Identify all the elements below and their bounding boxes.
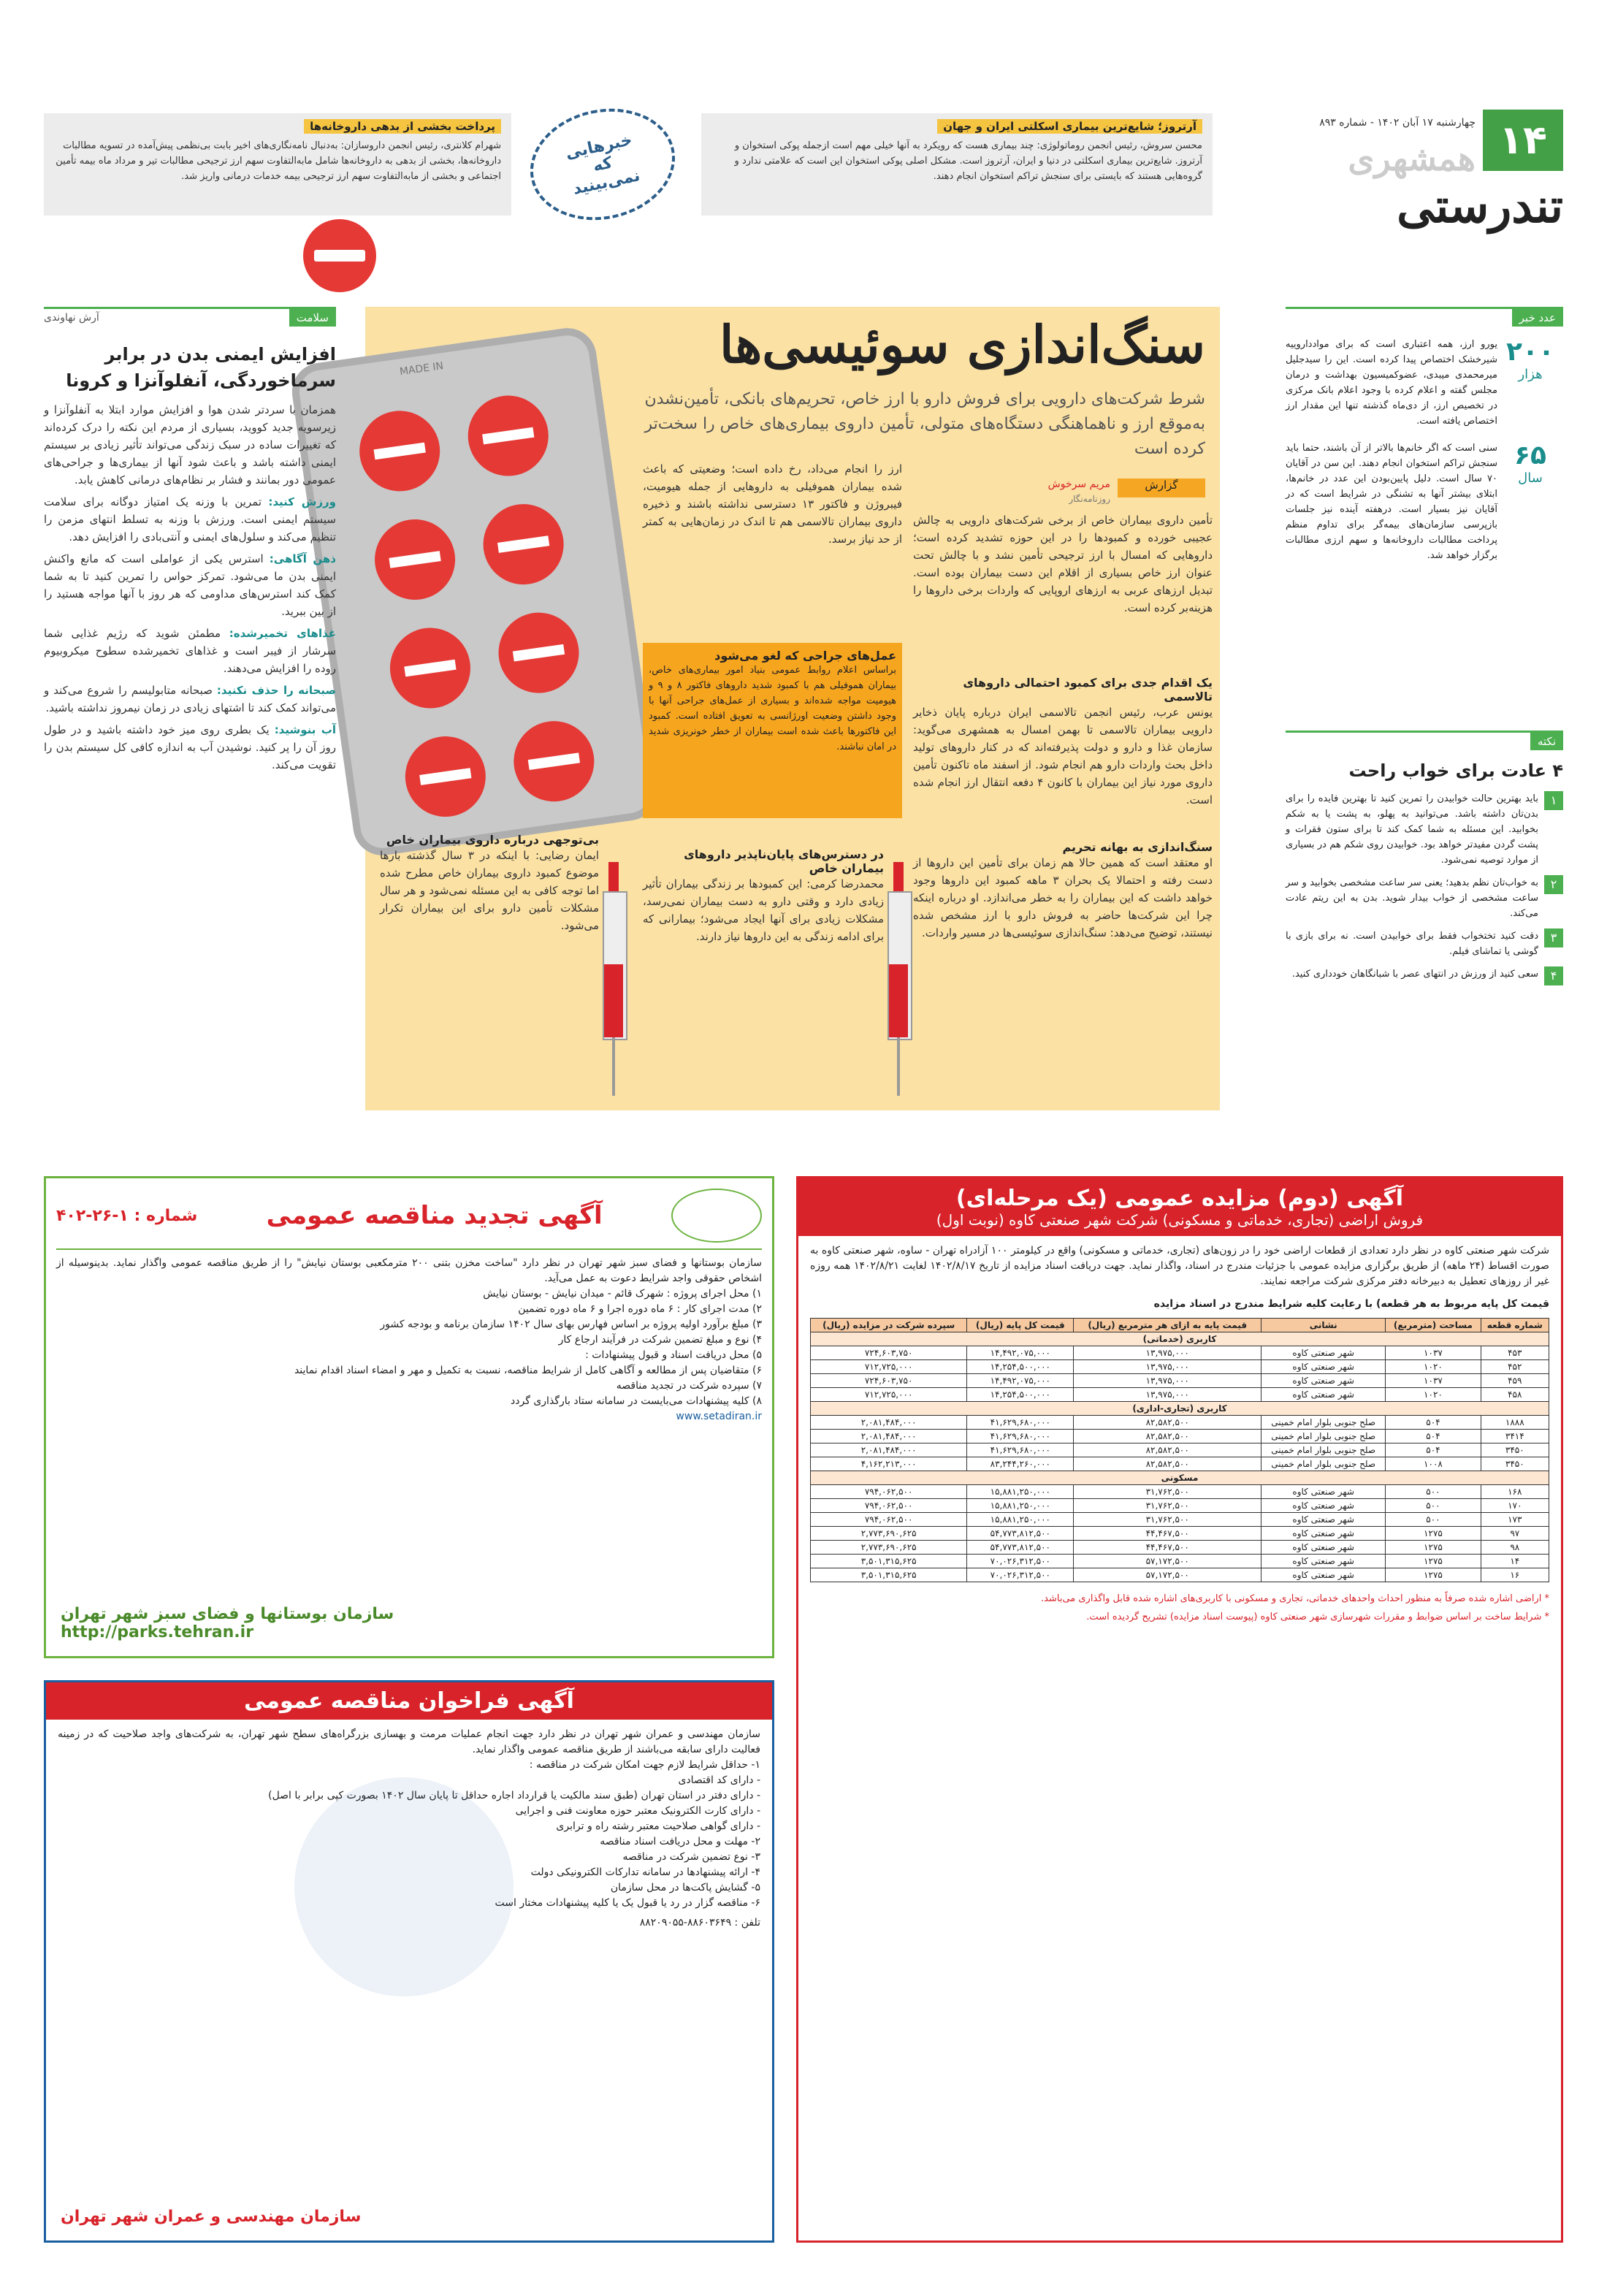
top-news-1-body: محسن سروش، رئیس انجمن روماتولوژی: چند بیماری هست که رویکرد به آنها خیلی مهم است ازجمله پوکی استخوان و آرتروز. شایع‌ترین بیماری اسکلتی در دنیا و ایران، آرتروز است. مشکل اصلی پوکی استخوان این است که علامتی ندارد و گروه‌هایی هستند که بایستی برای سنجش تراکم استخوان انجام دهند. — [734, 140, 1202, 182]
table-cell: شهر صنعتی کاوه — [1261, 1485, 1386, 1499]
table-cell: ۷۱۲,۷۲۵,۰۰۰ — [811, 1388, 967, 1402]
tender2-item: ۱- حداقل شرایط لازم جهت امکان شرکت در مناقصه : — [529, 1759, 760, 1771]
tender2-item: ۵- گشایش پاکت‌ها در محل سازمان — [610, 1882, 760, 1893]
table-cell: ۱۳,۹۷۵,۰۰۰ — [1074, 1346, 1261, 1360]
pill-label: MADE IN — [399, 360, 445, 378]
tender1-title: آگهی تجدید مناقصه عمومی — [266, 1201, 603, 1230]
table-cell: صلح جنوبی بلوار امام خمینی — [1261, 1430, 1386, 1443]
syringe-icon — [595, 862, 632, 1096]
left-article-item — [44, 550, 336, 620]
col-header: شماره قطعه — [1481, 1319, 1549, 1332]
auction-note3: * شرایط ساخت بر اساس ضوابط و مقررات شهرسازی شهر صنعتی کاوه (پیوست اسناد مزایده) تشریح گردیده است. — [1086, 1612, 1549, 1622]
section-title: در دسترس‌های پایان‌ناپذیر داروهای بیماران خاص — [684, 847, 884, 875]
table-cell: ۳۴۵۰ — [1481, 1443, 1549, 1457]
table-cell: ۵۴,۷۷۳,۸۱۲,۵۰۰ — [967, 1541, 1074, 1555]
tips — [1286, 731, 1563, 993]
table-cell: ۵۰۴ — [1386, 1443, 1481, 1457]
col-header: سپرده شرکت در مزایده (ریال) — [811, 1319, 967, 1332]
auction-table-wrap — [798, 1312, 1561, 1588]
table-cell: ۷۱۲,۷۲۵,۰۰۰ — [811, 1360, 967, 1374]
article-col-top-left: ارز را انجام می‌داد، رخ داده است؛ وضعیتی که باعث شده بیماران هموفیلی به داروهایی از جمله هیومیت، فیبروژن و فاکتور ۱۳ دسترسی نداشته باشند و ذخیره داروی بیماران تالاسمی هم تا اندک در زمان‌هایی به کمتر از حد نیاز برسد. — [643, 462, 902, 546]
tender2-item: ۳- نوع تضمین شرکت در مناقصه — [622, 1851, 760, 1863]
top-news-2-body: شهرام کلانتری، رئیس انجمن داروسازان: به‌دنبال نامه‌نگاری‌های اخیر بابت بی‌نظمی پیش‌آمده در تسویه مطالبات داروخانه‌ها، بخشی از بدهی به داروخانه‌ها شامل مابه‌التفاوت سهم ارز ترجیحی مطالبات تیر و مرداد ماه بیمه تأمین اجتماعی و بخشی از مابه‌التفاوت سهم ارز ترجیحی بیمه خدمات درمانی واریز شد. — [56, 140, 501, 182]
table-cell: ۴,۱۶۲,۲۱۳,۰۰۰ — [811, 1457, 967, 1471]
surgery-box — [643, 643, 902, 818]
table-cell: ۱۲۷۵ — [1386, 1568, 1481, 1582]
table-cell: شهر صنعتی کاوه — [1261, 1541, 1386, 1555]
col-header: نشانی — [1261, 1319, 1386, 1332]
tender2-item: ۴- ارائه پیشنهادها در سامانه تدارکات الکترونیکی دولت — [530, 1866, 760, 1878]
sidebar-label: عدد خبر — [1512, 309, 1563, 327]
table-cell: ۱۴,۲۵۴,۵۰۰,۰۰۰ — [967, 1388, 1074, 1402]
table-cell: ۱۷۰ — [1481, 1499, 1549, 1513]
col-header: قیمت کل پایه (ریال) — [967, 1319, 1074, 1332]
table-row — [811, 1443, 1549, 1457]
sidebar-unit: هزار — [1518, 367, 1543, 382]
table-cell: ۲,۷۷۳,۶۹۰,۶۲۵ — [811, 1541, 967, 1555]
table-cell: ۳,۵۰۱,۳۱۵,۶۲۵ — [811, 1555, 967, 1568]
tender2-item: ۲- مهلت و محل دریافت اسناد مناقصه — [600, 1836, 760, 1847]
tender2-item: - دارای کارت الکترونیک معتبر حوزه معاونت فنی و اجرایی — [515, 1805, 760, 1817]
table-group-row — [811, 1332, 1549, 1346]
red-pill-icon — [385, 622, 476, 713]
section-title: تندرستی — [1397, 179, 1563, 234]
table-group-name: مسکونی — [811, 1471, 1549, 1485]
left-item-head: ذهن آگاهی: — [269, 552, 336, 565]
table-cell: ۱۵,۸۸۱,۲۵۰,۰۰۰ — [967, 1513, 1074, 1527]
table-group-row — [811, 1402, 1549, 1416]
table-cell: ۱۸۸۸ — [1481, 1416, 1549, 1430]
tender2-body: سازمان مهندسی و عمران شهر تهران در نظر دارد جهت انجام عملیات مرمت و بهسازی بزرگراه‌های سطح شهر تهران، به شرکت‌های واجد صلاحیت که در زمینه فعالیت دارای سابقه می‌باشند از طریق مناقصه عمومی واگذار نماید. — [58, 1728, 760, 1755]
left-item-head: غذاهای تخمیرشده: — [229, 627, 336, 640]
tip-number: ۲ — [1544, 875, 1563, 894]
tender2-footer-org: سازمان مهندسی و عمران شهر تهران — [61, 2208, 362, 2226]
stamp-text: خبرهایی که نمی‌بینید — [563, 130, 642, 199]
stamp — [520, 96, 686, 233]
left-item-text: تمرین با وزنه یک امتیاز دوگانه برای سلامت سیستم ایمنی است. ورزش با وزنه به تسلط انتهای مزمن را تنظیم می‌کند و سلول‌های ایمنی و آنتی‌بادی را افزایش دهد. — [44, 495, 336, 544]
table-cell: صلح جنوبی بلوار امام خمینی — [1261, 1443, 1386, 1457]
tender1-body: سازمان بوستانها و فضای سبز شهر تهران در نظر دارد "ساخت مخزن بتنی ۲۰۰ مترمکعبی بوستان نیایش" را از طریق مناقصه عمومی واگذار نماید. بدینوسیله از اشخاص حقوقی واجد شرایط دعوت به عمل می‌آید. — [56, 1257, 762, 1284]
table-cell: ۹۷ — [1481, 1527, 1549, 1541]
table-cell: شهر صنعتی کاوه — [1261, 1374, 1386, 1388]
table-cell: ۷۰,۰۲۶,۳۱۲,۵۰۰ — [967, 1555, 1074, 1568]
red-pill-icon — [400, 731, 491, 822]
table-cell: ۱۶۸ — [1481, 1485, 1549, 1499]
table-cell: ۱۵,۸۸۱,۲۵۰,۰۰۰ — [967, 1485, 1074, 1499]
parks-logo-icon — [671, 1189, 762, 1243]
table-cell: ۳۴۵۰ — [1481, 1457, 1549, 1471]
table-cell: شهر صنعتی کاوه — [1261, 1360, 1386, 1374]
issue-date: چهارشنبه ۱۷ آبان ۱۴۰۲ - شماره ۸۹۳ — [1319, 117, 1476, 129]
tip-number: ۱ — [1544, 791, 1563, 810]
table-cell: ۲,۷۷۳,۶۹۰,۶۲۵ — [811, 1527, 967, 1541]
left-item-head: آب بنوشید: — [274, 723, 336, 736]
tip-item — [1286, 791, 1563, 868]
tip-number: ۴ — [1544, 966, 1563, 985]
table-cell: ۹۸ — [1481, 1541, 1549, 1555]
auction-note1: قیمت کل پایه مربوط به هر قطعه) با رعایت کلیه شرایط مندرج در اسناد مزایده — [1153, 1298, 1549, 1310]
table-row — [811, 1527, 1549, 1541]
table-cell: ۲,۰۸۱,۴۸۴,۰۰۰ — [811, 1443, 967, 1457]
table-cell: ۴۵۲ — [1481, 1360, 1549, 1374]
author-name: مریم سرخوش — [1047, 478, 1110, 490]
tip-item — [1286, 928, 1563, 959]
table-cell: شهر صنعتی کاوه — [1261, 1388, 1386, 1402]
sidebar-number: ۶۵ — [1514, 440, 1546, 470]
top-news-2 — [44, 113, 511, 216]
table-row — [811, 1374, 1549, 1388]
page-number: ۱۴ — [1483, 110, 1563, 171]
tender1-item: ۱) محل اجرای پروژه : شهرک قائم - میدان نیایش - بوستان نیایش — [483, 1288, 762, 1300]
table-row — [811, 1457, 1549, 1471]
top-news-1 — [701, 113, 1213, 216]
table-cell: ۲,۰۸۱,۴۸۴,۰۰۰ — [811, 1430, 967, 1443]
section-text: محمدرضا کرمی: این کمبودها بر زندگی بیماران تأثیر زیادی دارد و وقتی دارو به دست بیماران نمی‌رسد، مشکلات زیادی برای آنها ایجاد می‌شود؛ بیمارانی که برای ادامه زندگی به این داروها نیاز دارند. — [643, 877, 884, 943]
table-cell: شهر صنعتی کاوه — [1261, 1499, 1386, 1513]
table-cell: ۷۹۴,۰۶۲,۵۰۰ — [811, 1499, 967, 1513]
tips-title: ۴ عادت برای خواب راحت — [1348, 760, 1563, 781]
auction-body: شرکت شهر صنعتی کاوه در نظر دارد تعدادی از قطعات اراضی خود را در زون‌های (تجاری، خدماتی و مسکونی) واقع در کیلومتر ۱۰۰ آزادراه تهران - ساوه، شهر صنعتی کاوه به صورت اقساط (۲۴ ماهه) از طریق برگزاری مزایده عمومی با جزئیات مندرج در اسناد، واگذار نماید. جهت دریافت اسناد مزایده از تاریخ ۱۴۰۲/۸/۱۷ لغایت ۱۴۰۲/۸/۲۱ همه روزه غیر از روزهای تعطیل به دبیرخانه دفتر مرکزی شرکت مراجعه نمایند. — [810, 1245, 1550, 1287]
section-title: یک اقدام جدی برای کمبود احتمالی داروهای تالاسمی — [963, 676, 1213, 703]
sidebar-item — [1286, 440, 1563, 563]
syringe-icon — [880, 862, 917, 1096]
tender2-phone: تلفن : ۸۸۶۰۳۶۴۹-۸۸۲۰۹۰۵۵ — [639, 1917, 760, 1929]
table-cell: ۵۰۰ — [1386, 1485, 1481, 1499]
section-title: بی‌توجهی درباره داروی بیماران خاص — [386, 833, 599, 847]
table-cell: ۴۵۸ — [1481, 1388, 1549, 1402]
auction-ad — [796, 1176, 1563, 2243]
table-cell: ۷۲۴,۶۰۳,۷۵۰ — [811, 1346, 967, 1360]
auction-note2: * اراضی اشاره شده صرفاً به منظور احداث واحدهای خدماتی، تجاری و مسکونی با کاربری‌های اشاره شده قابل واگذاری می‌باشد. — [1041, 1593, 1549, 1604]
table-row — [811, 1360, 1549, 1374]
table-cell: ۳۱,۷۶۲,۵۰۰ — [1074, 1513, 1261, 1527]
tender2-item: - دارای گواهی صلاحیت معتبر رشته راه و ترابری — [556, 1820, 760, 1832]
sidebar-unit: سال — [1518, 470, 1543, 486]
table-row — [811, 1499, 1549, 1513]
table-cell: ۸۳,۲۴۴,۲۶۰,۰۰۰ — [967, 1457, 1074, 1471]
left-article — [44, 307, 336, 774]
left-article-item — [44, 625, 336, 677]
report-label: گزارش — [1118, 478, 1205, 497]
sidebar-number: ۲۰۰ — [1506, 337, 1554, 367]
table-cell: ۷۰,۰۲۶,۳۱۲,۵۰۰ — [967, 1568, 1074, 1582]
left-item-text: استرس یکی از عواملی است که مانع واکنش ایمنی بدن ما می‌شود. تمرکز حواس را تمرین کنید تا به شما کمک کند استرس‌های مداومی که هر روز با آنها مواجه هستید را از بین ببرید. — [44, 552, 336, 618]
table-cell: شهر صنعتی کاوه — [1261, 1346, 1386, 1360]
table-cell: ۸۲,۵۸۲,۵۰۰ — [1074, 1430, 1261, 1443]
section-text: او معتقد است که همین حالا هم زمان برای تأمین این داروها از دست رفته و احتمالا یک بحران ۳ ماهه کمبود این داروها وجود خواهد داشت که این بیماران را به خطر می‌اندازد. او درباره اینکه چرا این شرکت‌ها حاضر به فروش دارو با ارز مشخص شده نیستند، توضیح می‌دهد: سنگ‌اندازی سوئیسی‌ها در مسیر واردات. — [913, 856, 1213, 939]
main-title: سنگ‌اندازی سوئیسی‌ها — [719, 314, 1205, 375]
col-header: قیمت پایه به ازای هر مترمربع (ریال) — [1074, 1319, 1261, 1332]
table-cell: ۴۵۹ — [1481, 1374, 1549, 1388]
author-role: روزنامه‌نگار — [1069, 494, 1110, 504]
sidebar-item — [1286, 337, 1563, 429]
table-cell: ۵۷,۱۷۲,۵۰۰ — [1074, 1568, 1261, 1582]
red-pill-icon — [370, 514, 460, 605]
table-cell: صلح جنوبی بلوار امام خمینی — [1261, 1416, 1386, 1430]
section-text: یونس عرب، رئیس انجمن تالاسمی ایران درباره پایان ذخایر دارویی بیماران تالاسمی تا بهمن امسال به همشهری می‌گوید: سازمان غذا و دارو و دولت پذیرفته‌اند که در کنار داروهای تولید داخل بحث واردات دارو هم انجام شود. از اسفند ماه تاکنون تأمین داروی مورد نیاز این بیماران با کانون ۴ دفعه انتقال ارز انجام شده است. — [913, 706, 1213, 806]
table-cell: ۱۰۲۰ — [1386, 1388, 1481, 1402]
table-cell: ۳۱,۷۶۲,۵۰۰ — [1074, 1485, 1261, 1499]
left-article-label: سلامت — [289, 309, 336, 327]
watermark-logo-icon — [294, 1777, 514, 1996]
left-article-item — [44, 721, 336, 774]
table-cell: ۴۴,۴۶۷,۵۰۰ — [1074, 1527, 1261, 1541]
tender1-item: ۵) محل دریافت اسناد و قبول پیشنهادات : — [585, 1349, 762, 1361]
sidebar-text: سنی است که اگر خانم‌ها بالاتر از آن باشند، حتما باید سنجش تراکم استخوان انجام دهند. این سن در آقایان ۷۰ سال است. دلیل پایین‌بودن این عدد در خانم‌ها، ابتلای بیشتر آنها به تشنگی در شرایط است که در آقایان نیز بسیار است. درهفته آینده نیز جلسات بازپرسی سازمان‌های بیمه‌گر برای تداوم منظم پرداخت مطالبات داروخانه‌ها و سهم ارزی مطالبات برگزار خواهد شد. — [1286, 443, 1497, 561]
table-cell: صلح جنوبی بلوار امام خمینی — [1261, 1457, 1386, 1471]
left-article-title: افزایش ایمنی بدن در برابر سرماخوردگی، آنفلوآنزا و کرونا — [66, 344, 336, 391]
article-section — [913, 840, 1213, 942]
table-cell: ۱۰۳۷ — [1386, 1346, 1481, 1360]
sidebar-text: یورو ارز، همه اعتباری است که برای موادداروییه شیرخشک اختصاص پیدا کرده است. این را سیدجلیل میرمحمدی میبدی، عضوکمیسیون بهداشت و درمان مجلس گفته و اعلام کرده با وجود اعلام بانک مرکزی در تخصیص ارز، از دی‌ماه گذشته تنها این مقدار ارز اختصاص یافته است. — [1286, 339, 1497, 427]
table-cell: ۳۱,۷۶۲,۵۰۰ — [1074, 1499, 1261, 1513]
tender2-item: ۶- مناقصه گزار در رد یا قبول یک یا کلیه پیشنهادات مختار است — [495, 1897, 760, 1909]
surgery-box-title: عمل‌های جراحی که لغو می‌شود — [714, 649, 896, 663]
table-cell: ۱۵,۸۸۱,۲۵۰,۰۰۰ — [967, 1499, 1074, 1513]
table-cell: ۱۴ — [1481, 1555, 1549, 1568]
red-pill-icon — [508, 716, 599, 806]
tender1-footer-org: سازمان بوستانها و فضای سبز شهر تهران — [61, 1605, 394, 1623]
tender2-item: - دارای دفتر در استان تهران (طبق سند مالکیت یا قرارداد اجاره حداقل تا پایان سال ۱۴۰۲ بصورت کپی برابر با اصل) — [268, 1790, 760, 1801]
article-section — [380, 833, 599, 934]
tender1-website[interactable]: www.setadiran.ir — [676, 1411, 762, 1422]
tip-number: ۳ — [1544, 928, 1563, 947]
sidebar — [1286, 307, 1563, 563]
table-cell: ۸۲,۵۸۲,۵۰۰ — [1074, 1416, 1261, 1430]
table-row — [811, 1416, 1549, 1430]
article-section — [643, 847, 884, 945]
table-cell: ۱۰۳۷ — [1386, 1374, 1481, 1388]
table-cell: ۴۵۳ — [1481, 1346, 1549, 1360]
tip-text: دقت کنید تختخواب فقط برای خوابیدن است. نه برای بازی با گوشی یا تماشای فیلم. — [1286, 931, 1538, 957]
top-news-1-title: آرتروز؛ شایع‌ترین بیماری اسکلتی ایران و جهان — [937, 119, 1202, 134]
table-cell: شهر صنعتی کاوه — [1261, 1513, 1386, 1527]
tender1-item: ۸) کلیه پیشنهادات می‌بایست در سامانه ستاد بارگذاری گردد — [511, 1395, 762, 1407]
tender1-number: ۱-۲۶-۴۰۲ — [56, 1206, 129, 1225]
tip-item — [1286, 875, 1563, 921]
table-cell: ۱۳,۹۷۵,۰۰۰ — [1074, 1360, 1261, 1374]
tender2-ad — [44, 1680, 774, 2243]
table-cell: ۱۲۷۵ — [1386, 1527, 1481, 1541]
tender1-item: ۴) نوع و مبلغ تضمین شرکت در فرآیند ارجاع کار — [558, 1334, 762, 1346]
tip-item — [1286, 966, 1563, 985]
auction-subtitle: فروش اراضی (تجاری، خدماتی و مسکونی) شرکت شهر صنعتی کاوه (نوبت اول) — [936, 1211, 1424, 1229]
table-cell: ۱۰۰۸ — [1386, 1457, 1481, 1471]
left-item-head: صبحانه را حذف نکنید: — [216, 684, 336, 697]
table-group-name: کاربری (خدماتی) — [811, 1332, 1549, 1346]
table-row — [811, 1568, 1549, 1582]
table-row — [811, 1430, 1549, 1443]
tip-text: سعی کنید از ورزش در انتهای عصر با شبانگاهان خودداری کنید. — [1291, 969, 1538, 980]
left-item-text: مطمئن شوید که رژیم غذایی شما سرشار از فیبر است و غذاهای تخمیرشده سطوح میکروبیوم روده را افزایش می‌دهند. — [44, 627, 336, 675]
col-header: مساحت (مترمربع) — [1386, 1319, 1481, 1332]
table-cell: ۸۲,۵۸۲,۵۰۰ — [1074, 1457, 1261, 1471]
section-text: ایمان رضایی: با اینکه در ۳ سال گذشته بارها موضوع کمبود داروی بیماران خاص مطرح شده اما توجه کافی به این مسئله نمی‌شود و هر سال مشکلات تأمین دارو برای این بیماران تکرار می‌شود. — [380, 849, 599, 932]
table-row — [811, 1541, 1549, 1555]
table-cell: ۱۴,۴۹۲,۰۷۵,۰۰۰ — [967, 1374, 1074, 1388]
paper-logo: همشهری — [1348, 139, 1476, 178]
tender1-ad — [44, 1176, 774, 1658]
tender1-item: ۳) مبلغ برآورد اولیه پروژه بر اساس فهارس بهای سال ۱۴۰۲ سازمان برنامه و بودجه کشور — [380, 1319, 762, 1330]
left-item-text: صبحانه متابولیسم را شروع می‌کند و می‌تواند کمک کند تا اشتهای زیادی در زمان نیمروز نداشته باشید. — [44, 684, 336, 714]
table-cell: ۱۰۲۰ — [1386, 1360, 1481, 1374]
table-cell: ۷۲۴,۶۰۳,۷۵۰ — [811, 1374, 967, 1388]
table-cell: شهر صنعتی کاوه — [1261, 1555, 1386, 1568]
left-item-text: یک بطری روی میز خود داشته باشید و در طول روز آن را پر کنید. نوشیدن آب به اندازه کافی کل سیستم بدن را تقویت می‌کند. — [44, 723, 336, 771]
table-cell: ۱۶ — [1481, 1568, 1549, 1582]
tender2-item: - دارای کد اقتصادی — [678, 1774, 760, 1786]
tip-text: باید بهترین حالت خوابیدن را تمرین کنید تا بهترین فایده را برای بدن‌تان داشته باشد. می‌توانید به پهلو، به پشت یا به شکم بخوابید. این مسئله به شما کمک کند تا برای ستون فقرات و پشت گردن مفیدتر خواهد بود. خوابیدن روی شکم هم در بسیاری از موارد توصیه نمی‌شود. — [1286, 793, 1538, 866]
table-cell: ۱۷۳ — [1481, 1513, 1549, 1527]
table-cell: شهر صنعتی کاوه — [1261, 1527, 1386, 1541]
table-cell: ۱۴,۲۵۴,۵۰۰,۰۰۰ — [967, 1360, 1074, 1374]
table-cell: ۷۹۴,۰۶۲,۵۰۰ — [811, 1513, 967, 1527]
table-cell: ۱۴,۴۹۲,۰۷۵,۰۰۰ — [967, 1346, 1074, 1360]
table-cell: ۴۱,۶۲۹,۶۸۰,۰۰۰ — [967, 1443, 1074, 1457]
tender2-title: آگهی فراخوان مناقصه عمومی — [46, 1682, 772, 1720]
table-group-name: کاربری (تجاری-اداری) — [811, 1402, 1549, 1416]
tips-label: نکته — [1530, 733, 1563, 750]
auction-table — [810, 1318, 1549, 1582]
table-cell: ۳۴۱۴ — [1481, 1430, 1549, 1443]
left-article-item — [44, 493, 336, 546]
table-cell: ۵۰۴ — [1386, 1416, 1481, 1430]
red-pill-icon — [354, 405, 445, 496]
table-cell: ۴۱,۶۲۹,۶۸۰,۰۰۰ — [967, 1416, 1074, 1430]
red-pill-icon — [463, 390, 554, 481]
table-cell: ۴۴,۴۶۷,۵۰۰ — [1074, 1541, 1261, 1555]
table-row — [811, 1555, 1549, 1568]
table-cell: ۱۳,۹۷۵,۰۰۰ — [1074, 1388, 1261, 1402]
tender1-url[interactable]: http://parks.tehran.ir — [61, 1623, 254, 1641]
article-section — [913, 676, 1213, 809]
section-title: سنگ‌اندازی به بهانه تحریم — [1062, 840, 1213, 854]
table-cell: ۱۲۷۵ — [1386, 1555, 1481, 1568]
table-row — [811, 1485, 1549, 1499]
table-cell: ۵۰۰ — [1386, 1499, 1481, 1513]
top-news-2-title: پرداخت بخشی از بدهی داروخانه‌ها — [304, 119, 501, 134]
red-pill-icon — [493, 608, 584, 698]
tender1-item: ۶) متقاضیان پس از مطالعه و آگاهی کامل از شرایط مناقصه، نسبت به تکمیل و مهر و امضاء اسناد اقدام نمایند — [294, 1365, 762, 1376]
table-row — [811, 1346, 1549, 1360]
table-cell: شهر صنعتی کاوه — [1261, 1568, 1386, 1582]
table-cell: ۵۰۰ — [1386, 1513, 1481, 1527]
tender1-item: ۷) سپرده شرکت در تجدید مناقصه — [616, 1380, 762, 1392]
red-pill-icon — [478, 499, 568, 590]
table-cell: ۱۳,۹۷۵,۰۰۰ — [1074, 1374, 1261, 1388]
tender1-item: ۲) مدت اجرای کار : ۶ ماه دوره اجرا و ۶ ماه دوره تضمین — [518, 1303, 762, 1315]
table-cell: ۸۲,۵۸۲,۵۰۰ — [1074, 1443, 1261, 1457]
table-group-row — [811, 1471, 1549, 1485]
auction-title: آگهی (دوم) مزایده عمومی (یک مرحله‌ای) — [955, 1186, 1404, 1211]
left-article-intro: همزمان با سردتر شدن هوا و افزایش موارد ابتلا به آنفلوآنزا و زیرسویه جدید کووید، بسیاری از مردم این نکته را درک کرده‌اند که تغییرات ساده در سبک زندگی می‌تواند تأثیر زیادی بر سیستم ایمنی داشته باشد و باعث شود آنها از بیماری‌ها و جراحی‌های عمومی دور بمانند و فشار بر نظام‌های درمانی کاهش یابد. — [44, 403, 336, 487]
no-entry-sign-icon — [303, 219, 376, 292]
left-item-head: ورزش کنید: — [268, 495, 336, 508]
tender1-number-label: شماره : — [134, 1206, 198, 1225]
table-cell: ۵۷,۱۷۲,۵۰۰ — [1074, 1555, 1261, 1568]
tip-text: به خواب‌تان نظم بدهید؛ یعنی سر ساعت مشخصی بخوابید و سر ساعت مشخصی از خواب بیدار شوید. بدن به این ریتم عادت می‌کند. — [1286, 877, 1538, 919]
table-cell: ۱۲۷۵ — [1386, 1541, 1481, 1555]
table-cell: ۲,۰۸۱,۴۸۴,۰۰۰ — [811, 1416, 967, 1430]
table-cell: ۴۱,۶۲۹,۶۸۰,۰۰۰ — [967, 1430, 1074, 1443]
table-cell: ۵۰۴ — [1386, 1430, 1481, 1443]
surgery-box-text: براساس اعلام روابط عمومی بنیاد امور بیماری‌های خاص، بیماران هموفیلی هم با کمبود شدید داروهای فاکتور ۸ و ۹ و هیومیت مواجه شده‌اند و بسیاری از عمل‌های جراحی آنها با وجود داشتن وضعیت اورژانسی به تعویق افتاده است. کمبود این فاکتورها باعث شده است بیماران از خطر خونریزی شدید در امان نباشند. — [649, 665, 896, 752]
table-row — [811, 1513, 1549, 1527]
table-row — [811, 1388, 1549, 1402]
left-article-author: آرش نهاوندی — [44, 312, 99, 324]
article-intro: تأمین داروی بیماران خاص از برخی شرکت‌های دارویی به چالش عجیبی خورده و کمبودها را در این حوزه تشدید کرده است؛ داروهایی که امسال با ارز ترجیحی تأمین نشد و با چالش تحت عنوان ارز خاص بسیاری از اقلام این دست بیماران بوده است. تبدیل ارزهای عربی به ارزهای اروپایی که واردات برخی داروها را هزینه‌بر کرده است. — [913, 514, 1213, 614]
table-cell: ۷۹۴,۰۶۲,۵۰۰ — [811, 1485, 967, 1499]
table-cell: ۵۴,۷۷۳,۸۱۲,۵۰۰ — [967, 1527, 1074, 1541]
table-cell: ۳,۵۰۱,۳۱۵,۶۲۵ — [811, 1568, 967, 1582]
left-article-item — [44, 682, 336, 717]
main-lead: شرط شرکت‌های دارویی برای فروش دارو با ارز خاص، تحریم‌های بانکی، تأمین‌نشدن به‌موقع ارز و ناهماهنگی دستگاه‌های متولی، تأمین داروی بیماری‌های خاص را سخت‌تر کرده است — [644, 390, 1205, 458]
